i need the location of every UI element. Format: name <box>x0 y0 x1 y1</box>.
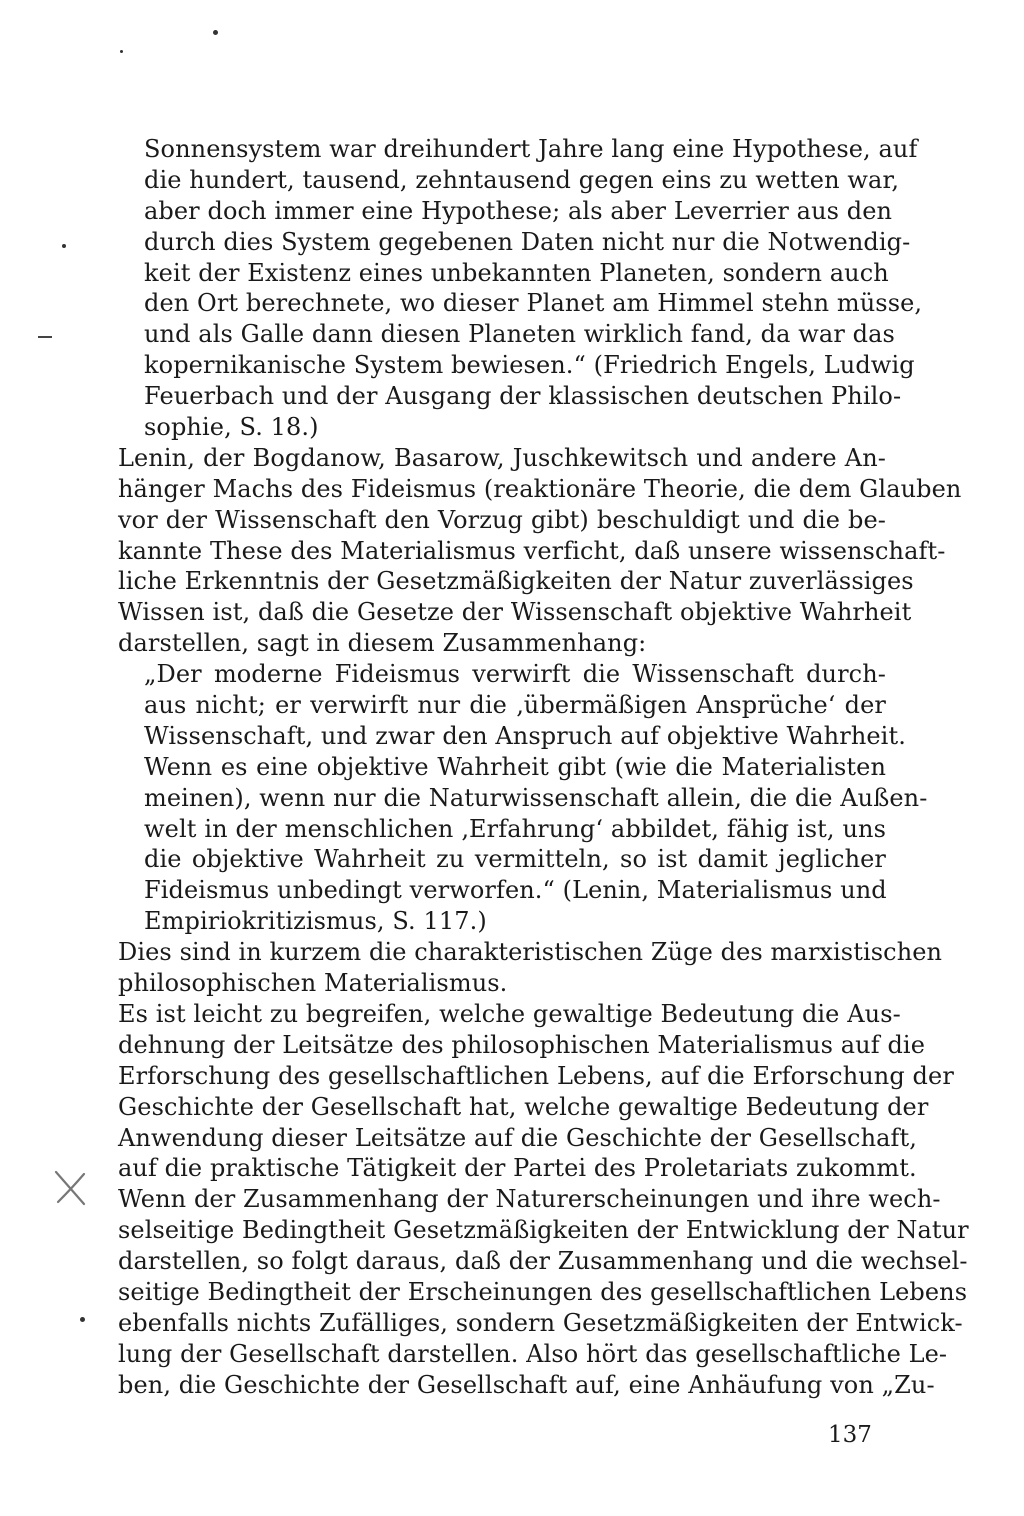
text-line: Es ist leicht zu begreifen, welche gewaltige Bedeutung die Aus- <box>118 999 901 1028</box>
text-line: Wissen ist, daß die Gesetze der Wissenschaft objektive Wahrheit <box>118 598 912 627</box>
scan-speck <box>80 1317 85 1322</box>
text-line: kannte These des Materialismus verficht, daß unsere wissenschaft- <box>118 536 946 565</box>
text-line: dehnung der Leitsätze des philosophischen Materialismus auf die <box>118 1030 925 1059</box>
text-line: die objektive Wahrheit zu vermitteln, so ist damit jeglicher <box>144 845 886 874</box>
text-line: den Ort berechnete, wo dieser Planet am Himmel stehn müsse, <box>144 289 923 318</box>
text-line: Empiriokritizismus, S. 117.) <box>144 907 487 936</box>
text-line: kopernikanische System bewiesen.“ (Friedrich Engels, Ludwig <box>144 351 915 380</box>
text-line: Wenn der Zusammenhang der Naturerscheinungen und ihre wech- <box>118 1185 941 1214</box>
text-line: aus nicht; er verwirft nur die ‚übermäßigen Ansprüche‘ der <box>144 691 886 720</box>
pencil-x-mark <box>50 1168 92 1208</box>
text-line: durch dies System gegebenen Daten nicht nur die Notwendig- <box>144 227 911 256</box>
scan-speck <box>62 244 66 248</box>
paragraph-lenin-intro <box>118 443 962 659</box>
text-line: Wenn es eine objektive Wahrheit gibt (wie die Materialisten <box>144 752 886 781</box>
text-line: Anwendung dieser Leitsätze auf die Geschichte der Gesellschaft, <box>118 1123 918 1152</box>
text-line: keit der Existenz eines unbekannten Planeten, sondern auch <box>144 258 889 287</box>
text-line: Fideismus unbedingt verworfen.“ (Lenin, Materialismus und <box>144 876 887 905</box>
text-line: meinen), wenn nur die Naturwissenschaft allein, die die Außen- <box>144 783 928 812</box>
text-line: lung der Gesellschaft darstellen. Also hört das gesellschaftliche Le- <box>118 1339 948 1368</box>
text-line: darstellen, so folgt daraus, daß der Zusammenhang und die wechsel- <box>118 1247 968 1276</box>
text-line: Erforschung des gesellschaftlichen Lebens, auf die Erforschung der <box>118 1061 954 1090</box>
text-line: seitige Bedingtheit der Erscheinungen des gesellschaftlichen Lebens <box>118 1277 968 1306</box>
text-line: und als Galle dann diesen Planeten wirklich fand, da war das <box>144 320 895 349</box>
text-line: liche Erkenntnis der Gesetzmäßigkeiten der Natur zuverlässiges <box>118 567 914 596</box>
text-line: ben, die Geschichte der Gesellschaft auf, eine Anhäufung von „Zu- <box>118 1370 935 1399</box>
text-line: Dies sind in kurzem die charakteristischen Züge des marxistischen <box>118 938 943 967</box>
text-line: Wissenschaft, und zwar den Anspruch auf objektive Wahrheit. <box>144 721 906 750</box>
paragraph-significance <box>118 999 954 1184</box>
paragraph-social-laws <box>118 1184 969 1400</box>
text-line: philosophischen Materialismus. <box>118 969 508 998</box>
text-line: auf die praktische Tätigkeit der Partei des Proletariats zukommt. <box>118 1154 917 1183</box>
text-line: Feuerbach und der Ausgang der klassischen deutschen Philo- <box>144 382 902 411</box>
scan-dash <box>38 336 52 338</box>
text-line: ebenfalls nichts Zufälliges, sondern Gesetzmäßigkeiten der Entwick- <box>118 1308 963 1337</box>
quote-engels <box>118 134 923 443</box>
page-number: 137 <box>828 1422 872 1448</box>
scan-speck <box>120 50 123 53</box>
text-line: selseitige Bedingtheit Gesetzmäßigkeiten der Entwicklung der Natur <box>118 1216 969 1245</box>
text-line: hänger Machs des Fideismus (reaktionäre Theorie, die dem Glauben <box>118 474 962 503</box>
text-line: welt in der menschlichen ‚Erfahrung‘ abbildet, fähig ist, uns <box>144 814 886 843</box>
text-line: darstellen, sagt in diesem Zusammenhang: <box>118 629 647 658</box>
body-text <box>118 134 969 1401</box>
paragraph-summary <box>118 937 943 999</box>
text-line: Geschichte der Gesellschaft hat, welche gewaltige Bedeutung der <box>118 1092 929 1121</box>
text-line: Lenin, der Bogdanow, Basarow, Juschkewitsch und andere An- <box>118 443 886 472</box>
scan-speck <box>213 30 218 35</box>
quote-lenin <box>118 659 928 937</box>
text-line: „Der moderne Fideismus verwirft die Wissenschaft durch- <box>144 660 886 689</box>
text-line: aber doch immer eine Hypothese; als aber Leverrier aus den <box>144 196 893 225</box>
text-line: vor der Wissenschaft den Vorzug gibt) beschuldigt und die be- <box>118 505 886 534</box>
text-line: sophie, S. 18.) <box>144 413 319 442</box>
text-line: Sonnensystem war dreihundert Jahre lang eine Hypothese, auf <box>144 135 918 163</box>
text-line: die hundert, tausend, zehntausend gegen eins zu wetten war, <box>144 165 900 194</box>
